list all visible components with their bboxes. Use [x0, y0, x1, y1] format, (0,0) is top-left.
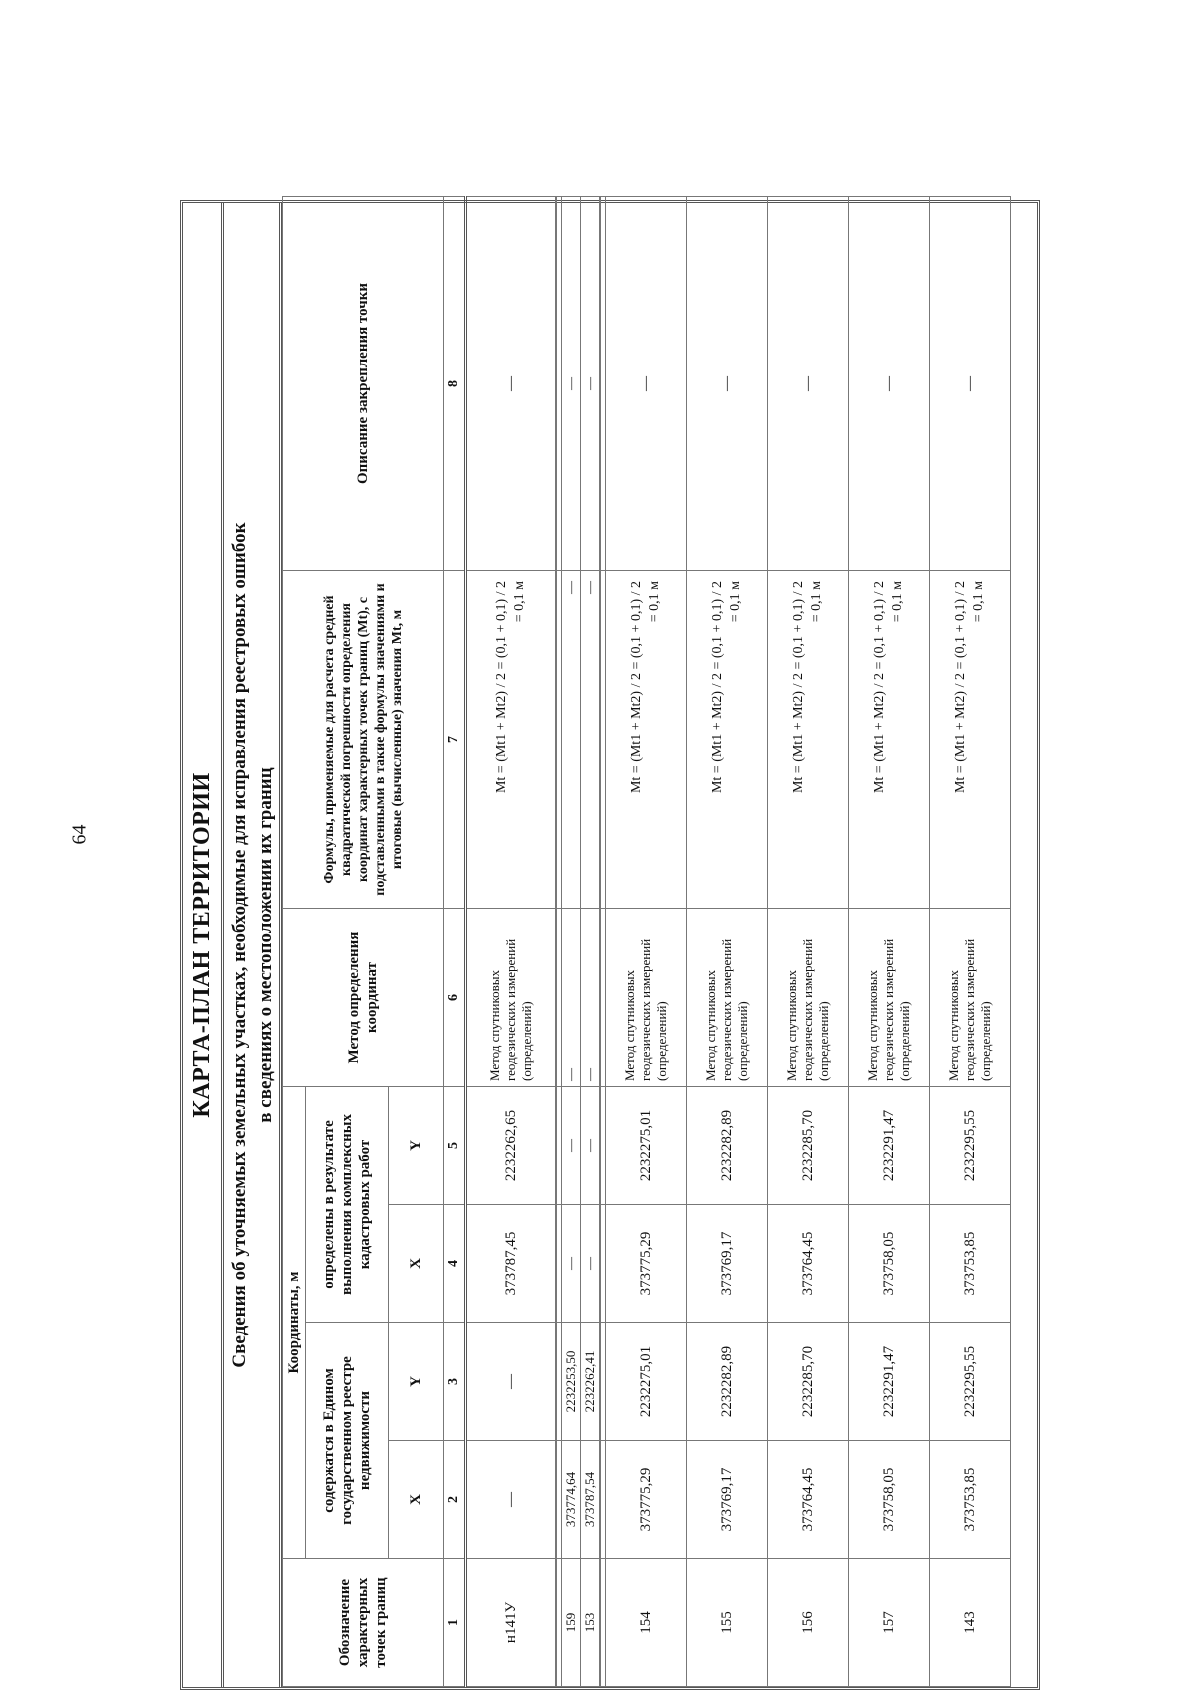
header-designation: Обозначение характерных точек границ [283, 1559, 444, 1687]
y-kkr: 2232285,70 [768, 1087, 849, 1205]
y-kkr: 2232291,47 [849, 1087, 930, 1205]
formula-line-1: Mt = (Mt1 + Mt2) / 2 = (0,1 + 0,1) / 2 [872, 581, 887, 794]
cadastral-table-sheet [180, 200, 1040, 1690]
method-cell: Метод спутниковых геодезических измерений (определений) [687, 909, 768, 1087]
y-egrn: 2232295,55 [930, 1323, 1011, 1441]
formula-line-2: = 0,1 м [809, 581, 824, 623]
x-egrn: 373769,17 [687, 1441, 768, 1559]
y-kkr: 2232275,01 [606, 1087, 687, 1205]
method-cell: Метод спутниковых геодезических измерений (определений) [606, 909, 687, 1087]
description-cell: — [606, 197, 687, 571]
method-cell: Метод спутниковых геодезических измерений (определений) [849, 909, 930, 1087]
description-cell: — [849, 197, 930, 571]
x-egrn: 373764,45 [768, 1441, 849, 1559]
y-egrn: — [466, 1323, 557, 1441]
header-y-egrn: Y [389, 1323, 444, 1441]
point-designation: 159 [562, 1559, 581, 1687]
header-egrn: содержатся в Едином государственном реестре недвижимости [306, 1323, 389, 1559]
x-egrn: 373775,29 [606, 1441, 687, 1559]
header-description: Описание закрепления точки [283, 197, 444, 571]
table-frame [180, 200, 1040, 1690]
method-cell: Метод спутниковых геодезических измерений (определений) [930, 909, 1011, 1087]
y-kkr: 2232262,65 [466, 1087, 557, 1205]
y-kkr: 2232282,89 [687, 1087, 768, 1205]
column-number: 1 [444, 1559, 466, 1687]
table-row [581, 197, 601, 1687]
column-number: 5 [444, 1087, 466, 1205]
header-coordinates: Координаты, м [283, 1087, 306, 1559]
x-egrn: 373787,54 [581, 1441, 601, 1559]
x-egrn: 373774,64 [562, 1441, 581, 1559]
page-title: КАРТА-ПЛАН ТЕРРИТОРИИ [183, 203, 224, 1687]
formula-line-2: = 0,1 м [647, 581, 662, 623]
y-egrn: 2232253,50 [562, 1323, 581, 1441]
formula-line-2: = 0,1 м [890, 581, 905, 623]
method-cell: Метод спутниковых геодезических измерений (определений) [466, 909, 557, 1087]
formula-line-2: = 0,1 м [971, 581, 986, 623]
formula-line-2: = 0,1 м [512, 581, 527, 623]
coordinates-table [282, 196, 1011, 1687]
x-egrn: 373753,85 [930, 1441, 1011, 1559]
method-cell: — [562, 909, 581, 1087]
formula-line-1: Mt = (Mt1 + Mt2) / 2 = (0,1 + 0,1) / 2 [710, 581, 725, 794]
x-kkr: — [562, 1205, 581, 1323]
header-method: Метод определения координат [283, 909, 444, 1087]
x-kkr: 373787,45 [466, 1205, 557, 1323]
method-cell: Метод спутниковых геодезических измерений (определений) [768, 909, 849, 1087]
y-kkr: — [562, 1087, 581, 1205]
y-kkr: 2232295,55 [930, 1087, 1011, 1205]
formula-cell [930, 571, 1011, 909]
point-designation: 143 [930, 1559, 1011, 1687]
table-row [687, 197, 768, 1687]
point-designation: 153 [581, 1559, 601, 1687]
formula-line-1: Mt = (Mt1 + Mt2) / 2 = (0,1 + 0,1) / 2 [791, 581, 806, 794]
formula-cell [606, 571, 687, 909]
y-kkr: — [581, 1087, 601, 1205]
y-egrn: 2232285,70 [768, 1323, 849, 1441]
y-egrn: 2232282,89 [687, 1323, 768, 1441]
column-number: 4 [444, 1205, 466, 1323]
subtitle-line-1: Сведения об уточняемых земельных участках, необходимые для исправления реестровых ошибок [229, 522, 250, 1368]
formula-cell [849, 571, 930, 909]
point-designation: 156 [768, 1559, 849, 1687]
description-cell: — [466, 197, 557, 571]
formula-cell: — [562, 571, 581, 909]
subtitle-line-2: в сведениях о местоположении их границ [255, 767, 276, 1123]
header-y-kkr: Y [389, 1087, 444, 1205]
method-cell: — [581, 909, 601, 1087]
formula-cell: — [581, 571, 601, 909]
formula-line-2: = 0,1 м [728, 581, 743, 623]
x-egrn: 373758,05 [849, 1441, 930, 1559]
table-row [606, 197, 687, 1687]
header-x-kkr: Х [389, 1205, 444, 1323]
formula-cell [768, 571, 849, 909]
description-cell: — [768, 197, 849, 571]
table-subtitle [224, 203, 282, 1687]
formula-cell [466, 571, 557, 909]
formula-line-1: Mt = (Mt1 + Mt2) / 2 = (0,1 + 0,1) / 2 [953, 581, 968, 794]
x-kkr: 373775,29 [606, 1205, 687, 1323]
column-number: 7 [444, 571, 466, 909]
x-kkr: 373764,45 [768, 1205, 849, 1323]
formula-line-1: Mt = (Mt1 + Mt2) / 2 = (0,1 + 0,1) / 2 [494, 581, 509, 794]
column-number: 6 [444, 909, 466, 1087]
header-x-egrn: Х [389, 1441, 444, 1559]
x-egrn: — [466, 1441, 557, 1559]
description-cell: — [930, 197, 1011, 571]
x-kkr: — [581, 1205, 601, 1323]
y-egrn: 2232262,41 [581, 1323, 601, 1441]
x-kkr: 373769,17 [687, 1205, 768, 1323]
table-row [562, 197, 581, 1687]
header-formula: Формулы, применяемые для расчета средней квадратической погрешности определения координат характерных точек границ (Мt), с подставленными в такие формулы значениями и итоговые (вычисленные) значения Мt, м [283, 571, 444, 909]
description-cell: — [687, 197, 768, 571]
point-designation: 157 [849, 1559, 930, 1687]
y-egrn: 2232291,47 [849, 1323, 930, 1441]
point-designation: 155 [687, 1559, 768, 1687]
column-number: 3 [444, 1323, 466, 1441]
point-designation: 154 [606, 1559, 687, 1687]
formula-cell [687, 571, 768, 909]
point-designation: н141У [466, 1559, 557, 1687]
header-cadastral: определены в результате выполнения комплексных кадастровых работ [306, 1087, 389, 1323]
table-row [768, 197, 849, 1687]
description-cell: — [581, 197, 601, 571]
column-number: 8 [444, 197, 466, 571]
x-kkr: 373758,05 [849, 1205, 930, 1323]
column-number: 2 [444, 1441, 466, 1559]
formula-line-1: Mt = (Mt1 + Mt2) / 2 = (0,1 + 0,1) / 2 [629, 581, 644, 794]
table-row [849, 197, 930, 1687]
table-row [466, 197, 557, 1687]
y-egrn: 2232275,01 [606, 1323, 687, 1441]
table-row [930, 197, 1011, 1687]
description-cell: — [562, 197, 581, 571]
page-number: 64 [68, 824, 91, 845]
x-kkr: 373753,85 [930, 1205, 1011, 1323]
